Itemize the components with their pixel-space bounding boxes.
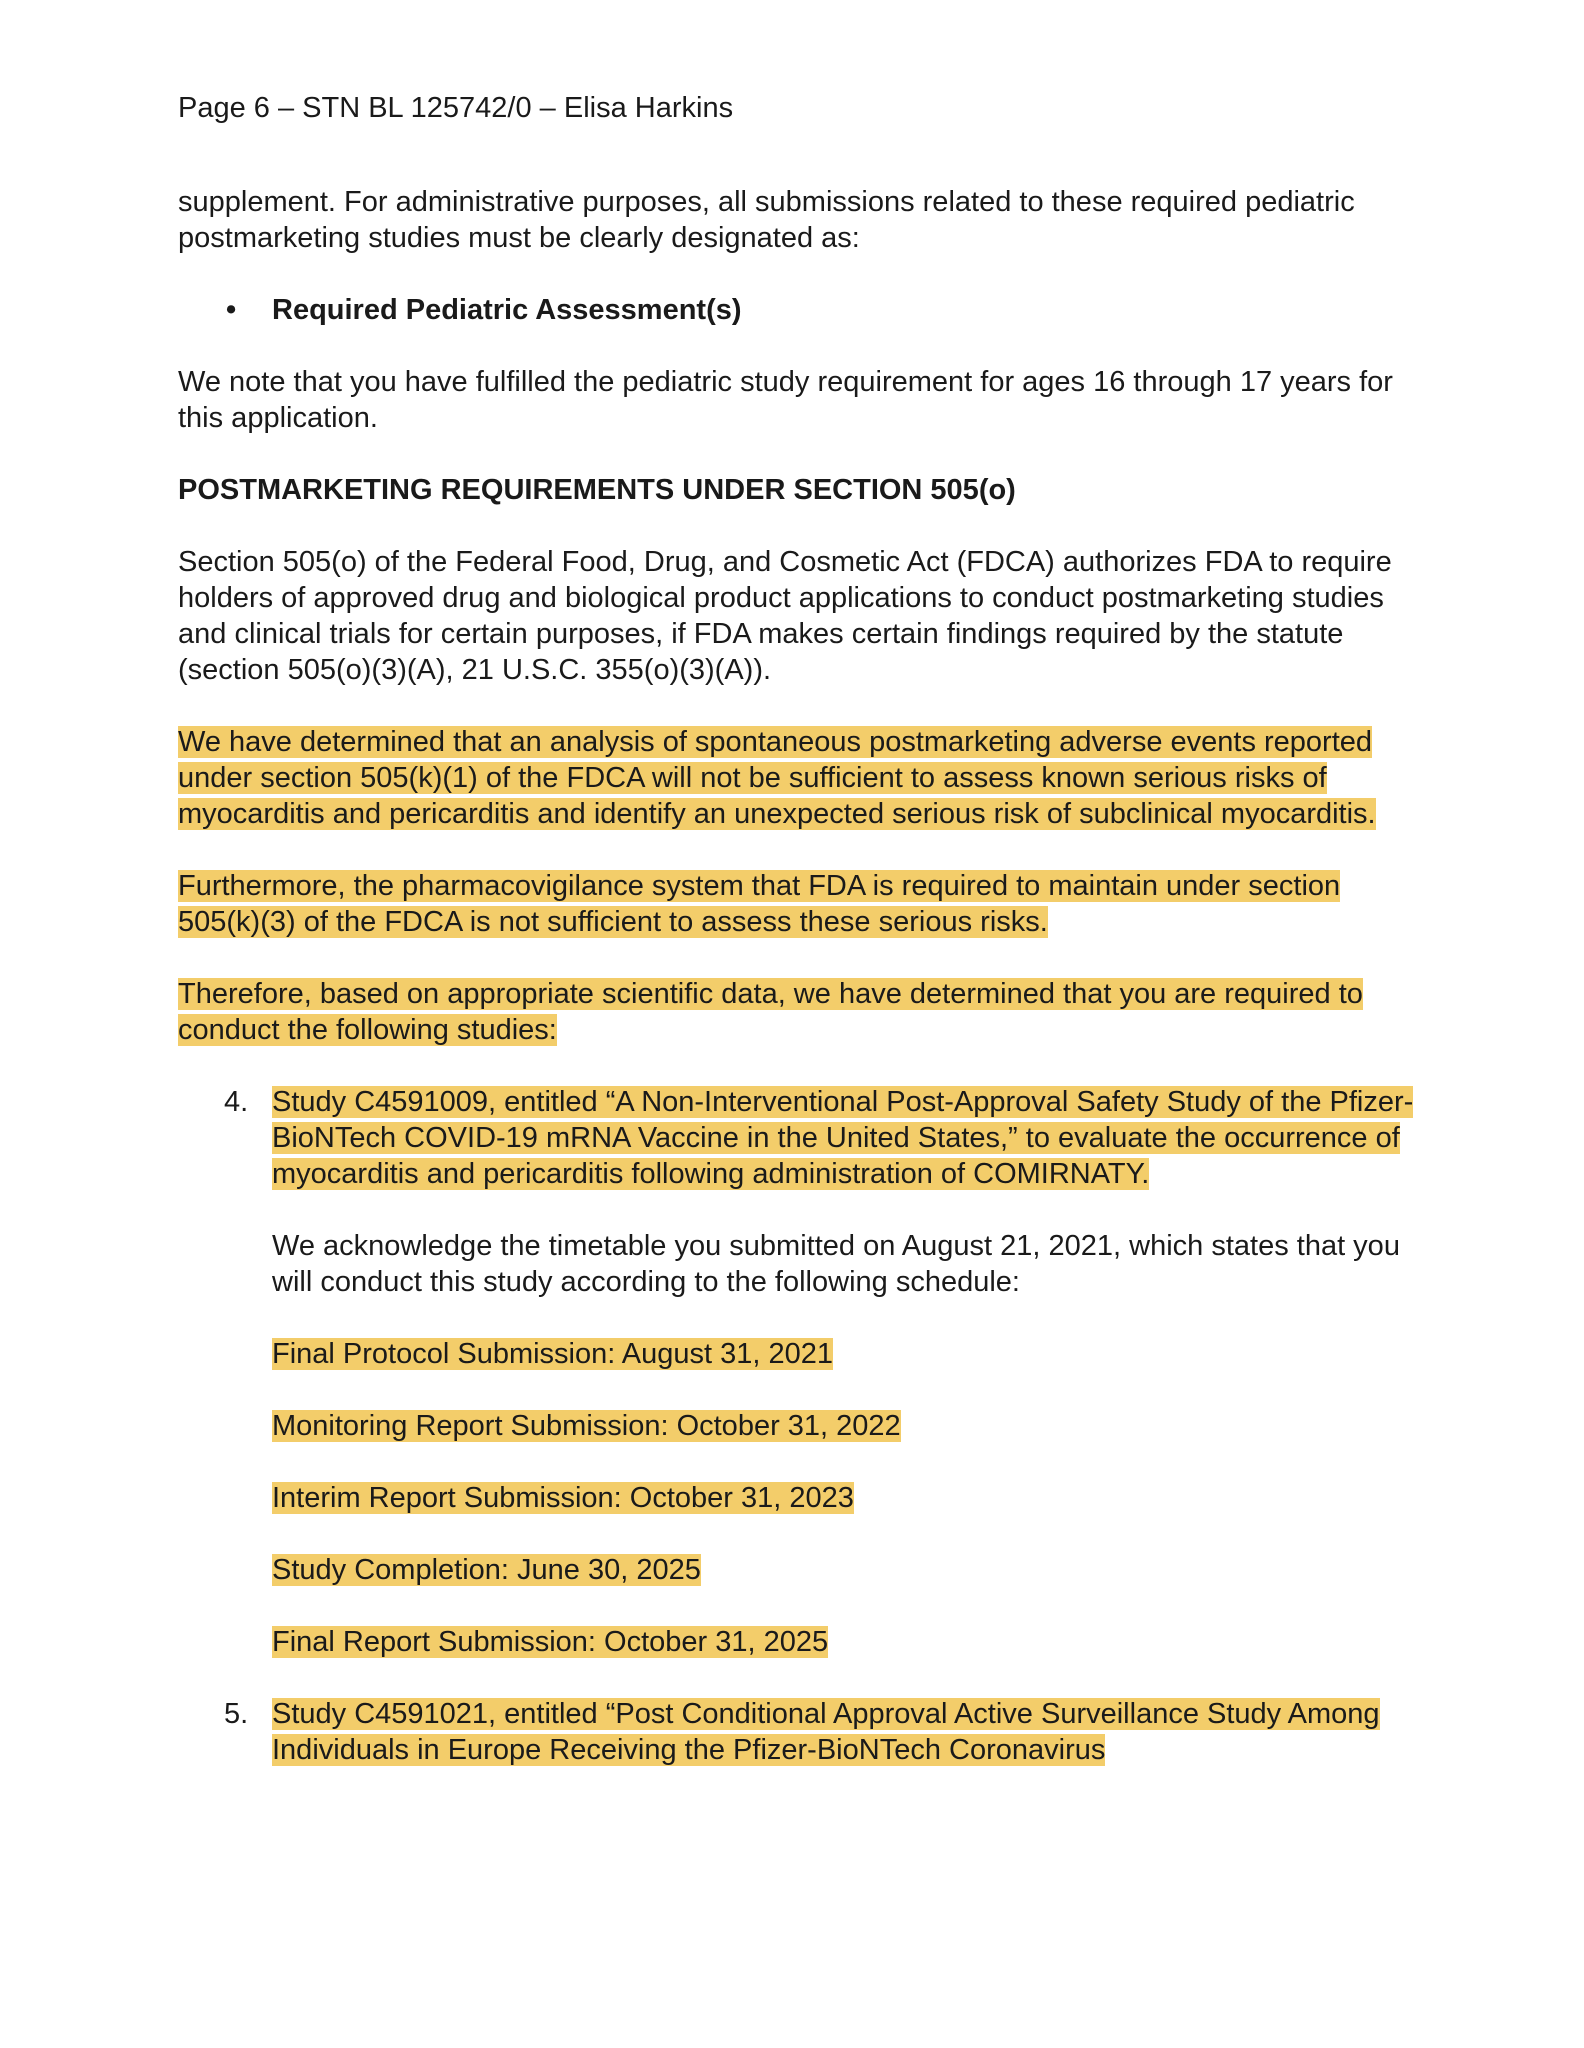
- schedule-item: [178, 1336, 1418, 1372]
- schedule-item: [178, 1624, 1418, 1660]
- study-description: Study C4591021, entitled “Post Conditional Approval Active Surveillance Study Among Individuals in Europe Receiving the Pfizer-BioNTech Coronavirus: [272, 1698, 1380, 1766]
- paragraph-acknowledge: We acknowledge the timetable you submitted on August 21, 2021, which states that you will conduct this study according to the following schedule:: [272, 1230, 1400, 1298]
- bullet-item: [178, 292, 1418, 328]
- item-number: 5.: [224, 1698, 249, 1730]
- study-item-4: [178, 1084, 1418, 1192]
- page-header: Page 6 – STN BL 125742/0 – Elisa Harkins: [178, 92, 734, 124]
- schedule-item: [178, 1480, 1418, 1516]
- study-description: Study C4591009, entitled “A Non-Interventional Post-Approval Safety Study of the Pfizer-BioNTech COVID-19 mRNA Vaccine in the United States,” to evaluate the occurrence of myocarditis and pericarditis following administration of COMIRNATY.: [272, 1086, 1414, 1190]
- highlighted-text: We have determined that an analysis of spontaneous postmarketing adverse events reported under section 505(k)(1) of the FDCA will not be sufficient to assess known serious risks of myocarditis and pericarditis and identify an unexpected serious risk of subclinical myocarditis.: [178, 726, 1376, 830]
- highlighted-text: Therefore, based on appropriate scientific data, we have determined that you are required to conduct the following studies:: [178, 978, 1363, 1046]
- document-body: [178, 184, 1418, 1804]
- schedule-text: Monitoring Report Submission: October 31, 2022: [272, 1410, 901, 1442]
- paragraph-supplement: supplement. For administrative purposes, all submissions related to these required pediatric postmarketing studies must be clearly designated as:: [178, 186, 1355, 254]
- schedule-item: [178, 1408, 1418, 1444]
- item-number: 4.: [224, 1086, 249, 1118]
- highlighted-text: Furthermore, the pharmacovigilance system that FDA is required to maintain under section 505(k)(3) of the FDCA is not sufficient to assess these serious risks.: [178, 870, 1341, 938]
- bullet-text: Required Pediatric Assessment(s): [272, 294, 742, 326]
- section-heading: POSTMARKETING REQUIREMENTS UNDER SECTION 505(o): [178, 474, 1016, 506]
- bullet-icon: •: [226, 294, 237, 326]
- paragraph-furthermore: [178, 868, 1418, 940]
- schedule-text: Interim Report Submission: October 31, 2023: [272, 1482, 854, 1514]
- schedule-text: Study Completion: June 30, 2025: [272, 1554, 701, 1586]
- paragraph-section-505o: Section 505(o) of the Federal Food, Drug, and Cosmetic Act (FDCA) authorizes FDA to require holders of approved drug and biological product applications to conduct postmarketing studies and clinical trials for certain purposes, if FDA makes certain findings required by the statute (section 505(o)(3)(A), 21 U.S.C. 355(o)(3)(A)).: [178, 546, 1392, 686]
- schedule-item: [178, 1552, 1418, 1588]
- paragraph-determined: [178, 724, 1418, 832]
- study-item-5: [178, 1696, 1418, 1768]
- schedule-text: Final Protocol Submission: August 31, 2021: [272, 1338, 833, 1370]
- schedule-text: Final Report Submission: October 31, 2025: [272, 1626, 829, 1658]
- paragraph-therefore: [178, 976, 1418, 1048]
- paragraph-fulfilled: We note that you have fulfilled the pediatric study requirement for ages 16 through 17 years for this application.: [178, 366, 1393, 434]
